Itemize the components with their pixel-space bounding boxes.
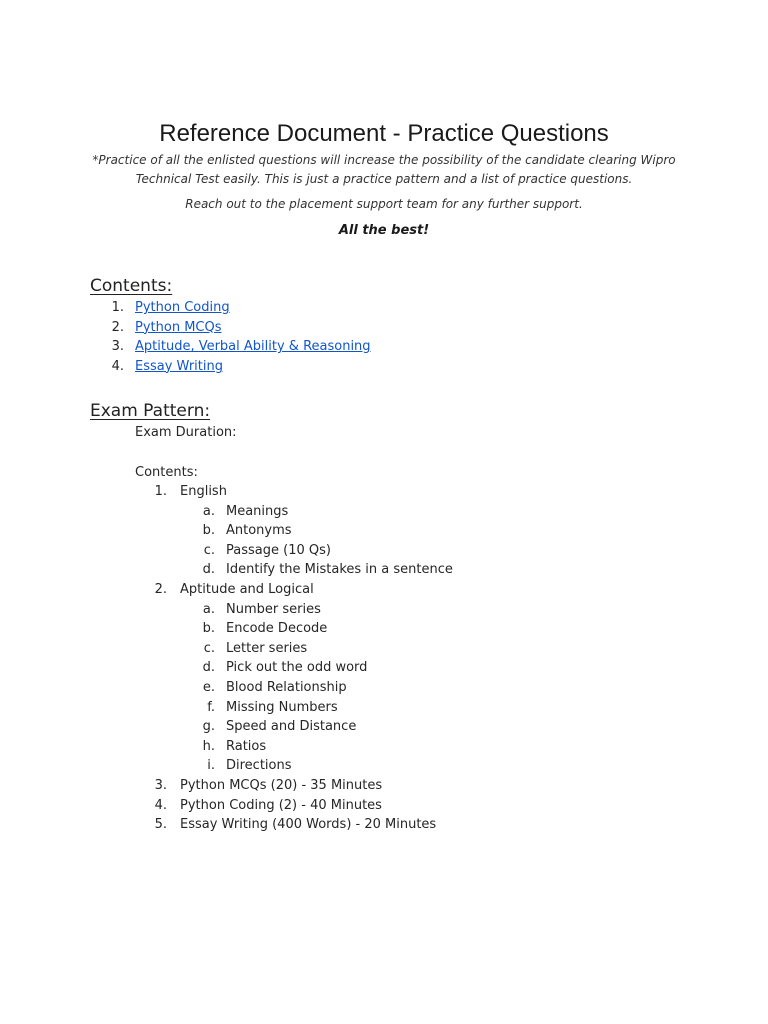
exam-contents-label: Contents: (135, 465, 198, 480)
list-letter: g. (202, 719, 215, 735)
exam-section-label: English (180, 484, 227, 499)
link-python-coding[interactable]: Python Coding (135, 300, 230, 315)
list-letter: c. (203, 640, 215, 656)
link-aptitude[interactable]: Aptitude, Verbal Ability & Reasoning (135, 339, 371, 355)
exam-section-label: Aptitude and Logical (180, 581, 314, 597)
list-number: 1. (154, 484, 167, 499)
list-number: 4. (154, 797, 167, 813)
list-letter: h. (202, 738, 215, 754)
list-letter: d. (202, 660, 215, 676)
list-letter: b. (202, 523, 215, 539)
list-number: 1. (111, 300, 124, 315)
exam-subtopic-label: Antonyms (226, 523, 292, 539)
exam-subtopic-label: Number series (226, 601, 321, 617)
exam-subtopic-label: Missing Numbers (226, 699, 338, 715)
exam-subtopic-label: Identify the Mistakes in a sentence (226, 562, 453, 578)
list-number: 4. (111, 358, 124, 374)
list-letter: b. (202, 621, 215, 637)
exam-subtopic-label: Passage (10 Qs) (226, 542, 331, 558)
list-number: 5. (154, 817, 167, 833)
list-number: 3. (111, 339, 124, 355)
contents-heading: Contents: (90, 276, 173, 296)
link-essay-writing[interactable]: Essay Writing (135, 358, 223, 374)
exam-subtopic-label: Meanings (226, 503, 289, 519)
exam-section-label: Python MCQs (20) - 35 Minutes (180, 777, 383, 793)
support-note: Reach out to the placement support team for any further support. (185, 197, 583, 211)
list-letter: e. (202, 679, 215, 695)
exam-subtopic-label: Blood Relationship (226, 679, 347, 695)
list-number: 3. (154, 777, 167, 793)
exam-subtopic-label: Ratios (226, 738, 267, 754)
exam-pattern-heading: Exam Pattern: (90, 401, 211, 421)
exam-section-label: Essay Writing (400 Words) - 20 Minutes (180, 817, 437, 833)
exam-duration-label: Exam Duration: (135, 425, 237, 440)
link-python-mcqs[interactable]: Python MCQs (135, 319, 222, 335)
exam-subtopic-label: Letter series (226, 640, 308, 656)
list-letter: a. (202, 503, 215, 519)
list-letter: c. (203, 542, 215, 558)
list-letter: d. (202, 562, 215, 578)
exam-subtopic-label: Encode Decode (226, 621, 328, 637)
exam-subtopic-label: Directions (226, 758, 292, 774)
list-letter: i. (207, 758, 215, 774)
page-title: Reference Document - Practice Questions (159, 120, 609, 147)
list-letter: a. (202, 601, 215, 617)
exam-subtopic-label: Speed and Distance (226, 719, 357, 735)
closing-text: All the best! (338, 223, 430, 238)
practice-note: *Practice of all the enlisted questions will increase the possibility of the candidate clearing Wipro Technical Test easily. This is just a practice pattern and a list of practice questions. (92, 153, 676, 186)
list-number: 2. (111, 319, 124, 335)
exam-section-label: Python Coding (2) - 40 Minutes (180, 797, 382, 813)
list-letter: f. (207, 699, 215, 715)
list-number: 2. (154, 581, 167, 597)
exam-subtopic-label: Pick out the odd word (226, 660, 368, 676)
